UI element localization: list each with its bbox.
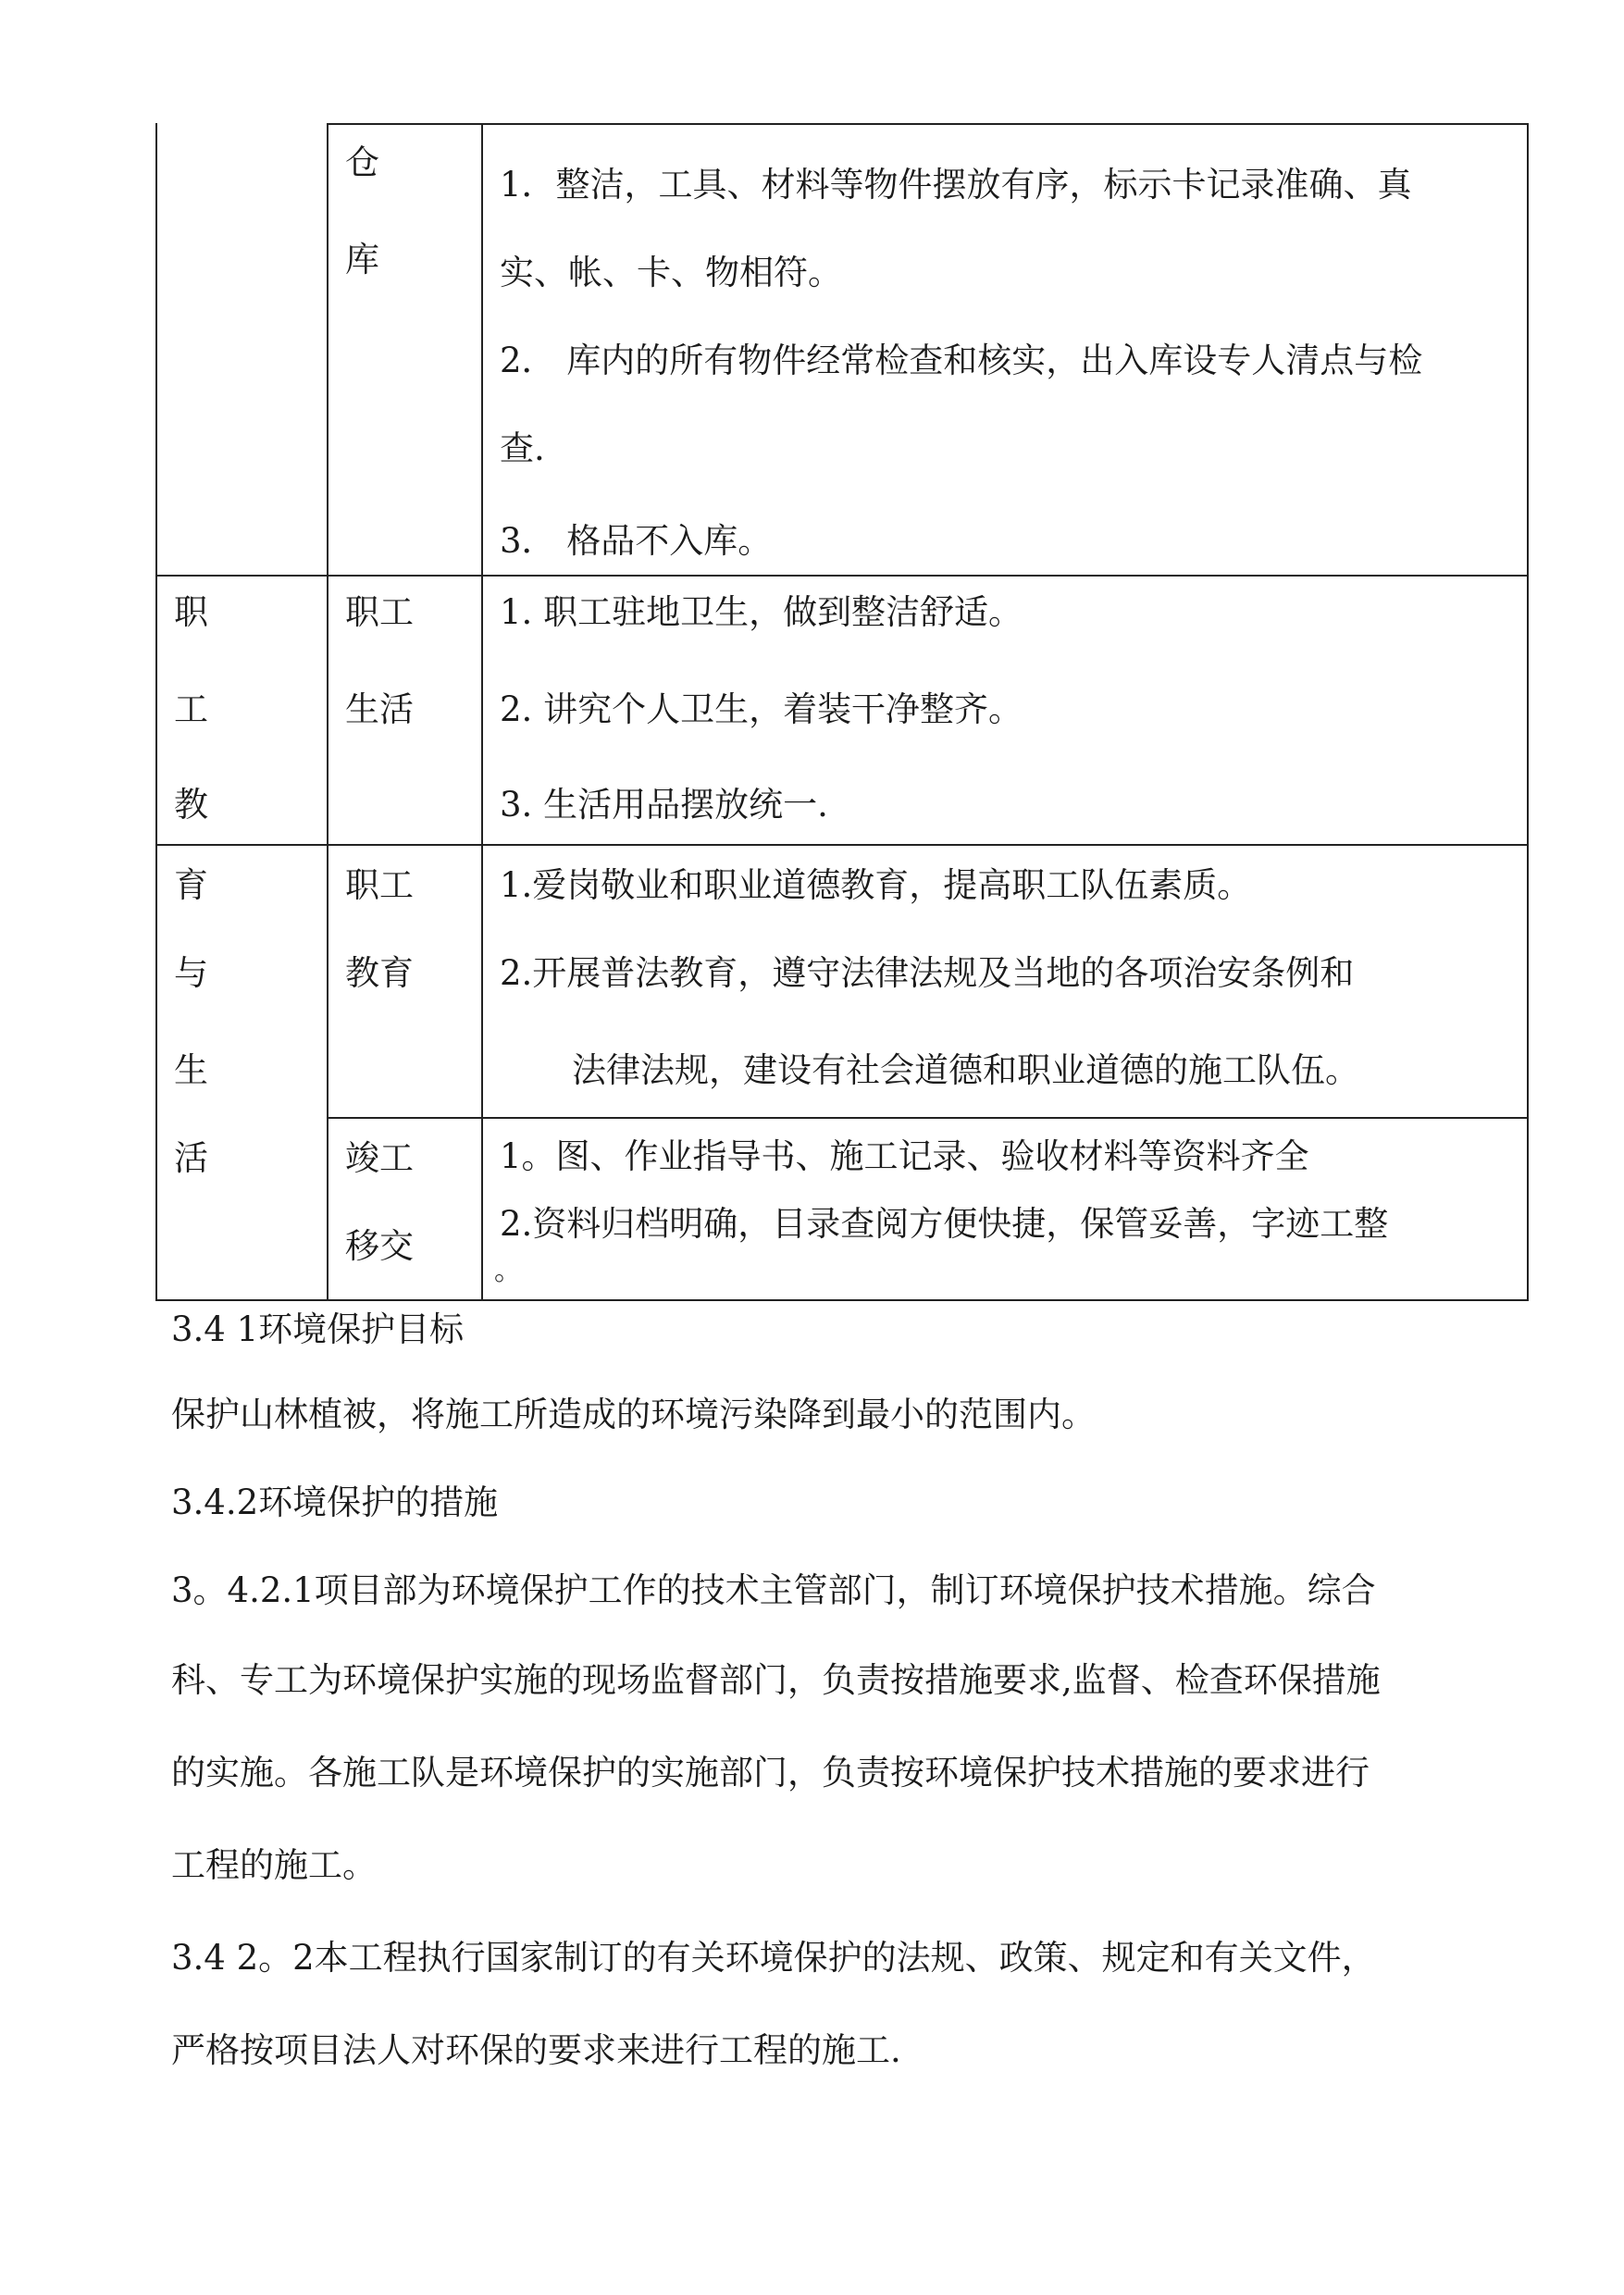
section-char: 教 [174, 785, 208, 825]
content-line: 1．整洁，工具、材料等物件摆放有序，标示卡记录准确、真 [500, 165, 1412, 205]
section-char: 工 [174, 689, 208, 729]
table-row-divider [155, 575, 1529, 577]
label-line: 职工 [345, 592, 414, 632]
section-heading: 3.4.2环境保护的措施 [171, 1482, 499, 1522]
label-line: 生活 [345, 689, 414, 729]
body-text-line: 工程的施工。 [171, 1845, 377, 1885]
label-line: 竣工 [345, 1138, 414, 1178]
section-char: 职 [174, 592, 208, 632]
body-text-line: 3.4 2。2本工程执行国家制订的有关环境保护的法规、政策、规定和有关文件， [171, 1938, 1376, 1978]
content-line: 2.开展普法教育，遵守法律法规及当地的各项治安条例和 [500, 953, 1355, 993]
body-text-line: 3。4.2.1项目部为环境保护工作的技术主管部门，制订环境保护技术措施。综合 [171, 1570, 1376, 1610]
label-line: 教育 [345, 953, 414, 993]
body-text-line: 科、专工为环境保护实施的现场监督部门，负责按措施要求,监督、检查环保措施 [171, 1660, 1381, 1700]
body-text-line: 严格按项目法人对环保的要求来进行工程的施工. [171, 2030, 901, 2070]
label-line: 职工 [345, 865, 414, 905]
management-table [155, 123, 1529, 1301]
table-border-top [327, 123, 1529, 125]
table-divider-2 [481, 123, 483, 1301]
table-border-bottom [155, 1299, 1529, 1301]
content-line: 法律法规，建设有社会道德和职业道德的施工队伍。 [572, 1050, 1359, 1090]
content-line: 。 [494, 1255, 522, 1287]
section-heading: 3.4 1环境保护目标 [171, 1309, 465, 1349]
content-line: 1.爱岗敬业和职业道德教育，提高职工队伍素质。 [500, 865, 1252, 905]
table-border-left [155, 123, 157, 1301]
table-divider-1 [327, 123, 329, 1301]
content-line: 2.资料归档明确，目录查阅方便快捷，保管妥善，字迹工整 [500, 1204, 1389, 1244]
label-line: 库 [345, 240, 379, 279]
section-char: 育 [174, 865, 208, 905]
section-char: 生 [174, 1050, 208, 1090]
content-line: 实、帐、卡、物相符。 [500, 253, 842, 292]
section-char: 活 [174, 1138, 208, 1178]
content-line: 1. 职工驻地卫生，做到整洁舒适。 [500, 592, 1023, 632]
content-line: 3． 格品不入库。 [500, 521, 773, 561]
label-line: 仓 [345, 143, 379, 182]
section-char: 与 [174, 953, 208, 993]
table-row-divider [155, 844, 1529, 846]
label-line: 移交 [345, 1226, 414, 1266]
content-line: 3. 生活用品摆放统一. [500, 785, 828, 825]
table-row-divider [327, 1117, 1529, 1119]
content-line: 2. 讲究个人卫生，着装干净整齐。 [500, 689, 1023, 729]
body-text-line: 保护山林植被，将施工所造成的环境污染降到最小的范围内。 [171, 1395, 1096, 1434]
table-border-right [1527, 123, 1529, 1301]
content-line: 查. [500, 428, 545, 468]
content-line: 1。图、作业指导书、施工记录、验收材料等资料齐全 [500, 1136, 1309, 1176]
body-text-line: 的实施。各施工队是环境保护的实施部门，负责按环境保护技术措施的要求进行 [171, 1753, 1370, 1793]
content-line: 2． 库内的所有物件经常检查和核实，出入库设专人清点与检 [500, 341, 1423, 380]
